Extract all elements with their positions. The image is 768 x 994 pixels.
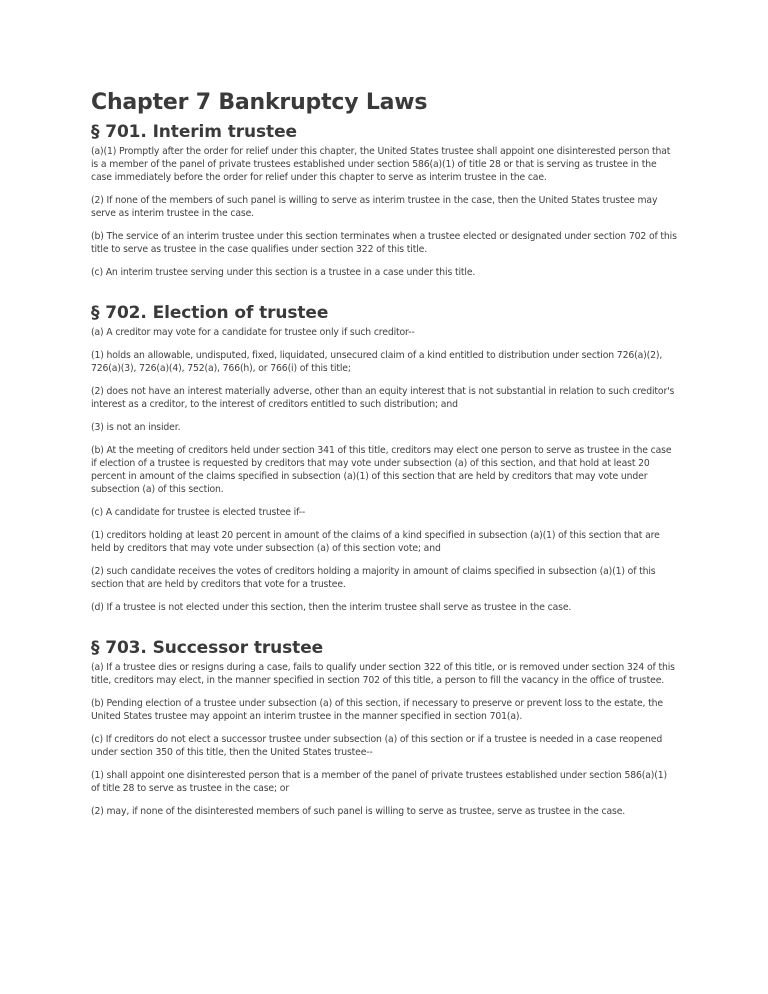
section-702 (91, 301, 677, 614)
paragraph: (c) An interim trustee serving under this section is a trustee in a case under this title. (91, 267, 476, 278)
paragraph: (2) If none of the members of such panel is willing to serve as interim trustee in the case, then the United States trustee may serve as interim trustee in the case. (91, 195, 658, 219)
paragraph: (d) If a trustee is not elected under this section, then the interim trustee shall serve as trustee in the case. (91, 602, 572, 613)
paragraph: (2) may, if none of the disinterested members of such panel is willing to serve as trustee, serve as trustee in the case. (91, 806, 626, 817)
chapter-title: Chapter 7 Bankruptcy Laws (91, 90, 428, 115)
document-page (91, 88, 677, 828)
paragraph: (b) At the meeting of creditors held under section 341 of this title, creditors may elect one person to serve as trustee in the case if election of a trustee is requested by creditors that may vote under subsection (a) of this section, and that hold at least 20 percent in amount of the claims specified in subsection (a)(1) of this section that are held by creditors that may vote under subsection (a) of this section. (91, 445, 672, 495)
paragraph: (1) holds an allowable, undisputed, fixed, liquidated, unsecured claim of a kind entitled to distribution under section 726(a)(2), 726(a)(3), 726(a)(4), 752(a), 766(h), or 766(i) of this title; (91, 350, 663, 374)
paragraph: (a) If a trustee dies or resigns during a case, fails to qualify under section 322 of this title, or is removed under section 324 of this title, creditors may elect, in the manner specified in section 702 of this title, a person to fill the vacancy in the office of trustee. (91, 662, 675, 686)
section-703 (91, 636, 677, 818)
paragraph: (3) is not an insider. (91, 422, 181, 433)
paragraph: (1) creditors holding at least 20 percent in amount of the claims of a kind specified in subsection (a)(1) of this section that are held by creditors that may vote under subsection (a) of this section vote; and (91, 530, 660, 554)
paragraph: (2) such candidate receives the votes of creditors holding a majority in amount of claims specified in subsection (a)(1) of this section that are held by creditors that vote for a trustee. (91, 566, 656, 590)
section-701 (91, 120, 677, 279)
paragraph: (c) A candidate for trustee is elected trustee if-- (91, 507, 306, 518)
section-heading: § 703. Successor trustee (91, 638, 324, 658)
section-heading: § 701. Interim trustee (91, 122, 297, 142)
paragraph: (b) Pending election of a trustee under subsection (a) of this section, if necessary to preserve or prevent loss to the estate, the United States trustee may appoint an interim trustee in the manner specified in section 701(a). (91, 698, 663, 722)
paragraph: (1) shall appoint one disinterested person that is a member of the panel of private trustees established under section 586(a)(1) of title 28 to serve as trustee in the case; or (91, 770, 667, 794)
section-heading: § 702. Election of trustee (91, 303, 329, 323)
paragraph: (c) If creditors do not elect a successor trustee under subsection (a) of this section or if a trustee is needed in a case reopened under section 350 of this title, then the United States trustee-- (91, 734, 663, 758)
paragraph: (a)(1) Promptly after the order for relief under this chapter, the United States trustee shall appoint one disinterested person that is a member of the panel of private trustees established under section 586(a)(1) of title 28 or that is serving as trustee in the case immediately before the order for relief under this chapter to serve as interim trustee in the cae. (91, 146, 671, 183)
paragraph: (b) The service of an interim trustee under this section terminates when a trustee elected or designated under section 702 of this title to serve as trustee in the case qualifies under section 322 of this title. (91, 231, 677, 255)
paragraph: (2) does not have an interest materially adverse, other than an equity interest that is not substantial in relation to such creditor's interest as a creditor, to the interest of creditors entitled to such distribution; and (91, 386, 675, 410)
paragraph: (a) A creditor may vote for a candidate for trustee only if such creditor-- (91, 327, 415, 338)
